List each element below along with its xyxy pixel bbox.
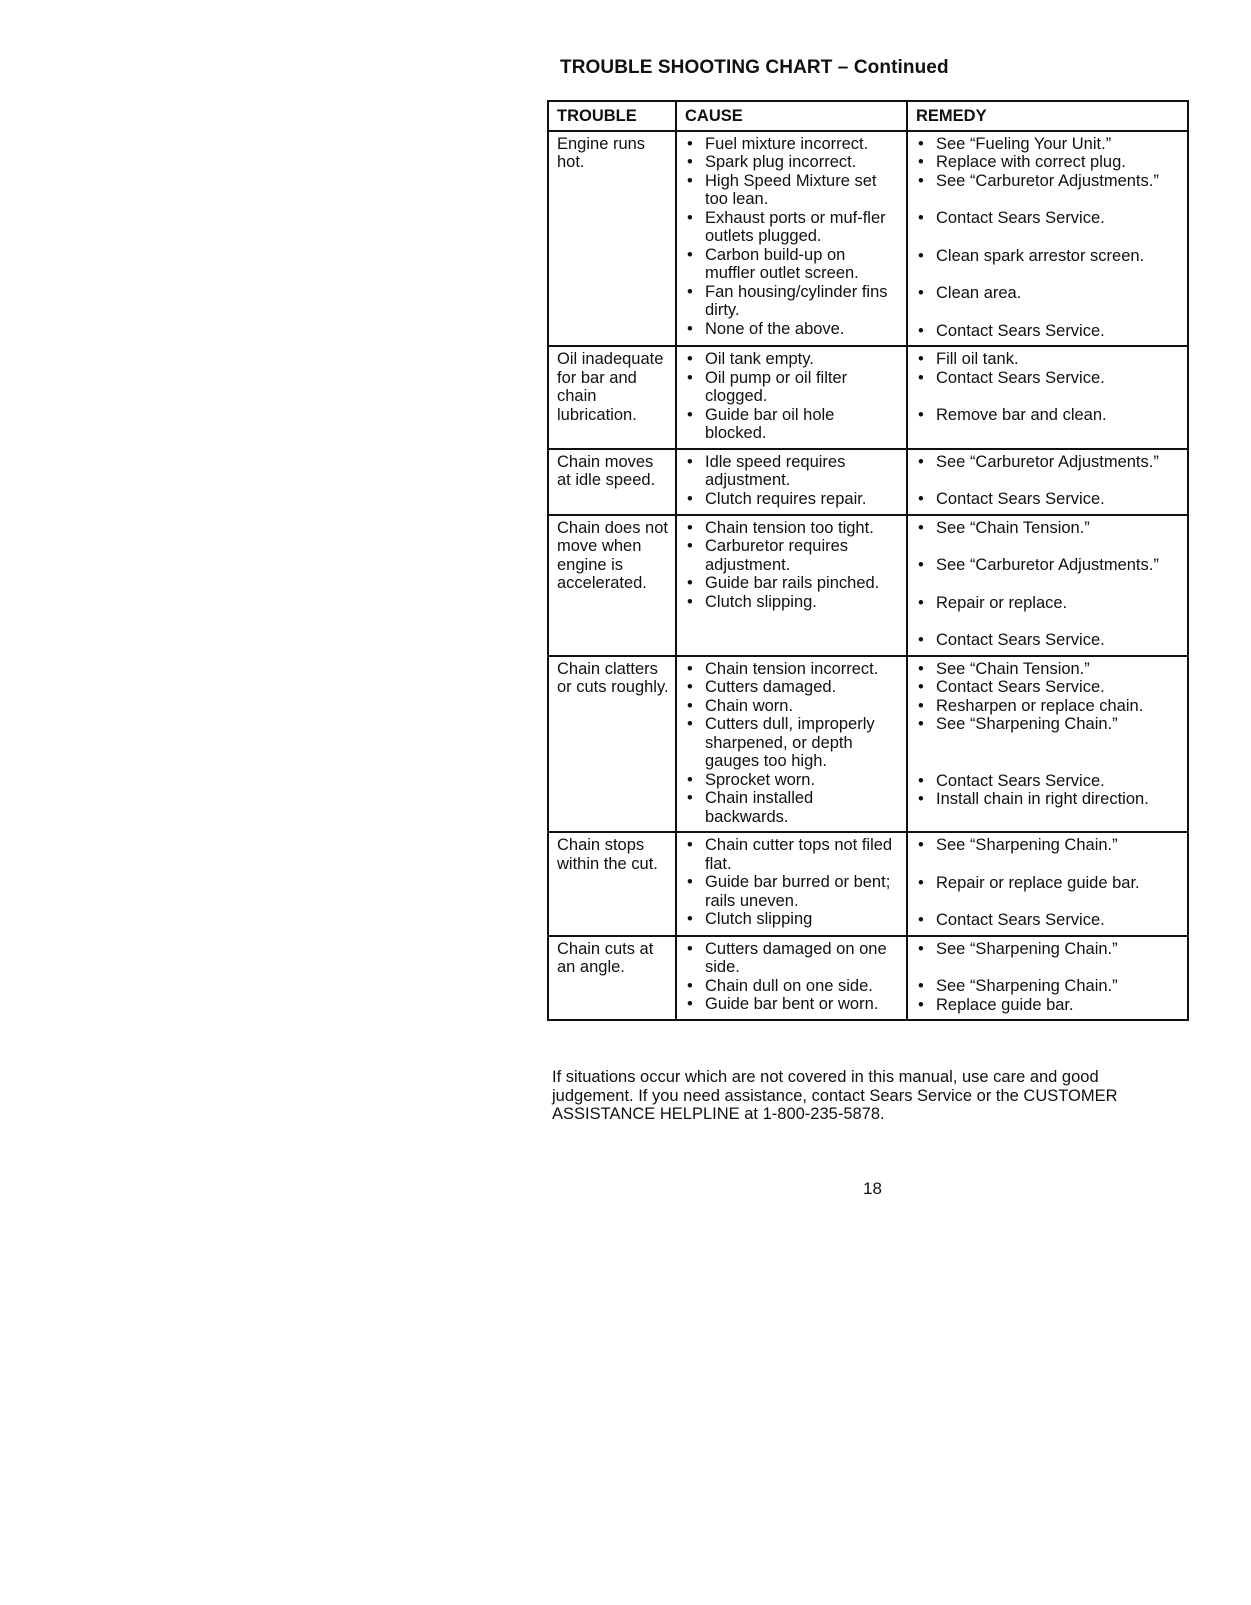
remedy-item: • See “Sharpening Chain.” — [916, 977, 1181, 996]
trouble-cell: Chain stops within the cut. — [548, 832, 676, 936]
cause-cell — [676, 832, 907, 936]
remedy-cell — [907, 515, 1188, 656]
remedy-item: • Replace guide bar. — [916, 996, 1181, 1015]
remedy-item: • Repair or replace. — [916, 594, 1181, 613]
remedy-item: • Install chain in right direction. — [916, 790, 1181, 809]
header-cause: CAUSE — [676, 101, 907, 131]
page-title: TROUBLE SHOOTING CHART – Continued — [560, 57, 949, 78]
header-remedy: REMEDY — [907, 101, 1188, 131]
cause-item: • Carbon build-up on muffler outlet screen. — [685, 246, 900, 283]
remedy-item: • Contact Sears Service. — [916, 322, 1181, 341]
table-row — [548, 656, 1188, 833]
page-number: 18 — [863, 1179, 882, 1198]
cause-cell — [676, 656, 907, 833]
table-row — [548, 346, 1188, 449]
trouble-shooting-table — [547, 100, 1189, 1021]
cause-item: • Chain installed backwards. — [685, 789, 900, 826]
cause-cell — [676, 515, 907, 656]
remedy-item: • Contact Sears Service. — [916, 209, 1181, 228]
remedy-item: • Contact Sears Service. — [916, 911, 1181, 930]
cause-item: • Guide bar rails pinched. — [685, 574, 900, 593]
cause-item: • Clutch slipping — [685, 910, 900, 929]
cause-cell — [676, 449, 907, 515]
cause-item: • Chain worn. — [685, 697, 900, 716]
remedy-item: • Clean area. — [916, 284, 1181, 303]
cause-item: • Guide bar burred or bent; rails uneven. — [685, 873, 900, 910]
remedy-item: • See “Sharpening Chain.” — [916, 715, 1181, 734]
remedy-item: • Contact Sears Service. — [916, 678, 1181, 697]
table-row — [548, 131, 1188, 347]
cause-item: • Guide bar bent or worn. — [685, 995, 900, 1014]
cause-item: • Spark plug incorrect. — [685, 153, 900, 172]
remedy-item: • Clean spark arrestor screen. — [916, 247, 1181, 266]
cause-item: • Exhaust ports or muf-fler outlets plugged. — [685, 209, 900, 246]
cause-item: • Oil tank empty. — [685, 350, 900, 369]
trouble-cell: Oil inadequate for bar and chain lubrication. — [548, 346, 676, 449]
cause-item: • Chain cutter tops not filed flat. — [685, 836, 900, 873]
cause-cell — [676, 346, 907, 449]
table-row — [548, 832, 1188, 936]
table-row — [548, 936, 1188, 1021]
table-row — [548, 515, 1188, 656]
trouble-cell: Chain does not move when engine is accelerated. — [548, 515, 676, 656]
remedy-item: • Replace with correct plug. — [916, 153, 1181, 172]
cause-item: • Cutters damaged on one side. — [685, 940, 900, 977]
remedy-cell — [907, 346, 1188, 449]
remedy-cell — [907, 656, 1188, 833]
cause-item: • Cutters dull, improperly sharpened, or depth gauges too high. — [685, 715, 900, 771]
cause-item: • None of the above. — [685, 320, 900, 339]
remedy-item: • Contact Sears Service. — [916, 772, 1181, 791]
cause-item: • Fan housing/cylinder fins dirty. — [685, 283, 900, 320]
remedy-item: • See “Chain Tension.” — [916, 519, 1181, 538]
remedy-item: • See “Carburetor Adjustments.” — [916, 556, 1181, 575]
remedy-item: • Resharpen or replace chain. — [916, 697, 1181, 716]
trouble-cell: Engine runs hot. — [548, 131, 676, 347]
cause-item: • Cutters damaged. — [685, 678, 900, 697]
cause-cell — [676, 131, 907, 347]
table-row — [548, 449, 1188, 515]
remedy-item: • Contact Sears Service. — [916, 369, 1181, 388]
cause-item: • Chain tension too tight. — [685, 519, 900, 538]
trouble-cell: Chain cuts at an angle. — [548, 936, 676, 1021]
assistance-note: If situations occur which are not covered in this manual, use care and good judgement. If you need assistance, contact Sears Service or the CUSTOMER ASSISTANCE HELPLINE at 1-800-235-5878. — [552, 1068, 1118, 1123]
cause-item: • High Speed Mixture set too lean. — [685, 172, 900, 209]
header-trouble: TROUBLE — [548, 101, 676, 131]
remedy-cell — [907, 832, 1188, 936]
cause-item: • Idle speed requires adjustment. — [685, 453, 900, 490]
remedy-item: • Repair or replace guide bar. — [916, 874, 1181, 893]
remedy-item: • Fill oil tank. — [916, 350, 1181, 369]
cause-item: • Clutch slipping. — [685, 593, 900, 612]
cause-item: • Guide bar oil hole blocked. — [685, 406, 900, 443]
table-header-row — [548, 101, 1188, 131]
cause-item: • Chain tension incorrect. — [685, 660, 900, 679]
remedy-item: • Remove bar and clean. — [916, 406, 1181, 425]
cause-item: • Clutch requires repair. — [685, 490, 900, 509]
remedy-cell — [907, 936, 1188, 1021]
trouble-cell: Chain clatters or cuts roughly. — [548, 656, 676, 833]
cause-item: • Fuel mixture incorrect. — [685, 135, 900, 154]
remedy-item: • See “Carburetor Adjustments.” — [916, 172, 1181, 191]
remedy-item: • See “Fueling Your Unit.” — [916, 135, 1181, 154]
remedy-item: • Contact Sears Service. — [916, 490, 1181, 509]
trouble-cell: Chain moves at idle speed. — [548, 449, 676, 515]
remedy-cell — [907, 131, 1188, 347]
cause-item: • Carburetor requires adjustment. — [685, 537, 900, 574]
remedy-item: • See “Sharpening Chain.” — [916, 940, 1181, 959]
remedy-item: • See “Sharpening Chain.” — [916, 836, 1181, 855]
remedy-item: • See “Carburetor Adjustments.” — [916, 453, 1181, 472]
remedy-item: • See “Chain Tension.” — [916, 660, 1181, 679]
cause-item: • Oil pump or oil filter clogged. — [685, 369, 900, 406]
remedy-cell — [907, 449, 1188, 515]
cause-cell — [676, 936, 907, 1021]
cause-item: • Sprocket worn. — [685, 771, 900, 790]
cause-item: • Chain dull on one side. — [685, 977, 900, 996]
remedy-item: • Contact Sears Service. — [916, 631, 1181, 650]
